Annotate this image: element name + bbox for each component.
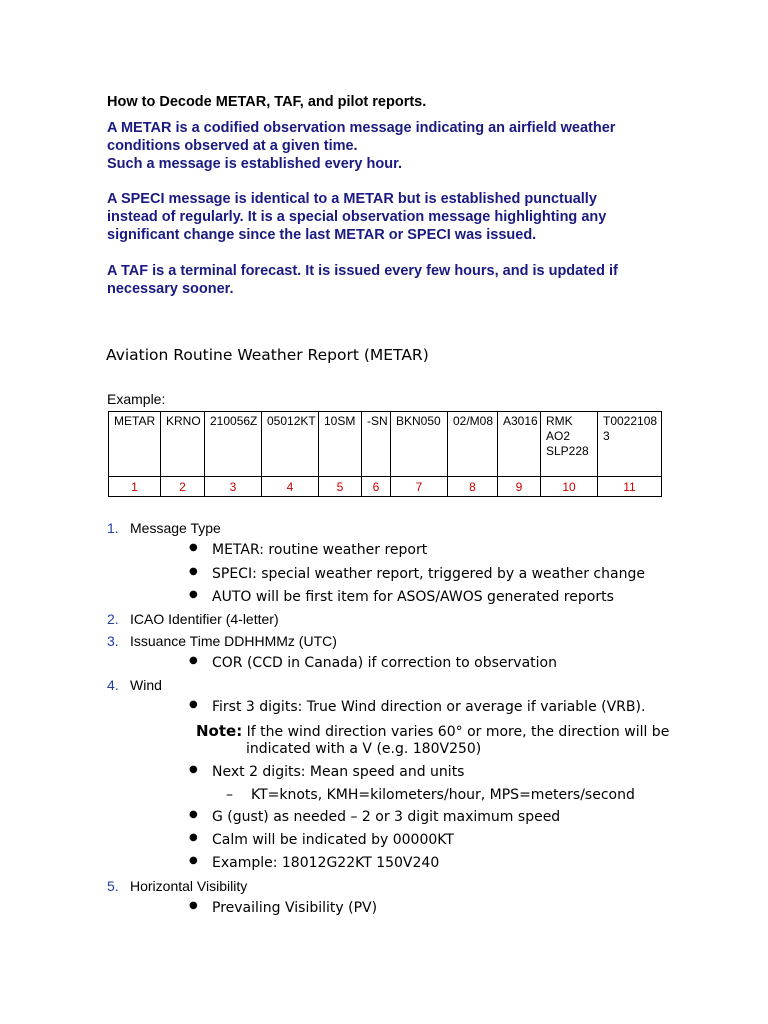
intro-line: necessary sooner.	[107, 281, 234, 297]
table-cell-code: KRNO	[161, 412, 205, 477]
bullet-dot: ●	[189, 589, 198, 600]
list-label: Horizontal Visibility	[130, 878, 248, 894]
list-number: 2.	[107, 611, 119, 627]
table-cell-code: -SN	[362, 412, 391, 477]
list-number: 3.	[107, 633, 119, 649]
intro-line: conditions observed at a given time.	[107, 138, 358, 154]
list-label: Message Type	[130, 520, 221, 536]
dash-marker: –	[226, 787, 233, 803]
bullet-item: ● SPECI: special weather report, triggered by a weather change	[189, 566, 645, 582]
bullet-dot: ●	[189, 764, 198, 775]
bullet-item: ● Example: 18012G22KT 150V240	[189, 855, 440, 871]
note-text: If the wind direction varies 60° or more, the direction will be	[246, 724, 670, 740]
wind-note	[196, 722, 669, 740]
table-cell-number: 6	[362, 477, 391, 497]
intro-line: Such a message is established every hour.	[107, 156, 402, 172]
metar-example-table	[108, 411, 662, 497]
note-label: Note:	[196, 722, 243, 740]
table-cell-number: 2	[161, 477, 205, 497]
intro-line: A METAR is a codified observation message indicating an airfield weather	[107, 120, 616, 136]
table-cell-number: 9	[498, 477, 541, 497]
list-item-horizontal-visibility	[107, 878, 247, 894]
bullet-dot: ●	[189, 655, 198, 666]
list-item-wind	[107, 677, 162, 693]
bullet-dot: ●	[189, 855, 198, 866]
table-cell-code: BKN050	[391, 412, 448, 477]
bullet-dot: ●	[189, 699, 198, 710]
bullet-item: ● Next 2 digits: Mean speed and units	[189, 764, 465, 780]
table-cell-number: 4	[262, 477, 319, 497]
list-number: 5.	[107, 878, 119, 894]
list-label: Issuance Time DDHHMMz (UTC)	[130, 633, 337, 649]
table-cell-number: 11	[598, 477, 662, 497]
bullet-dot: ●	[189, 900, 198, 911]
list-item-icao-identifier	[107, 611, 279, 627]
wind-note-continued: indicated with a V (e.g. 180V250)	[246, 741, 482, 757]
table-cell-number: 3	[205, 477, 262, 497]
document-title: How to Decode METAR, TAF, and pilot reports.	[107, 94, 427, 110]
intro-line: A TAF is a terminal forecast. It is issued every few hours, and is updated if	[107, 263, 618, 279]
bullet-dot: ●	[189, 542, 198, 553]
bullet-dot: ●	[189, 566, 198, 577]
table-cell-code: METAR	[109, 412, 161, 477]
dash-item: – KT=knots, KMH=kilometers/hour, MPS=meters/second	[226, 787, 635, 803]
list-label: ICAO Identifier (4-letter)	[130, 611, 279, 627]
table-cell-number: 10	[541, 477, 598, 497]
bullet-item: ● METAR: routine weather report	[189, 542, 428, 558]
list-item-issuance-time	[107, 633, 337, 649]
table-cell-number: 7	[391, 477, 448, 497]
intro-line: instead of regularly. It is a special observation message highlighting any	[107, 209, 607, 225]
table-cell-number: 1	[109, 477, 161, 497]
table-cell-number: 5	[319, 477, 362, 497]
section-heading: Aviation Routine Weather Report (METAR)	[106, 346, 429, 364]
list-number: 4.	[107, 677, 119, 693]
bullet-item: ● Prevailing Visibility (PV)	[189, 900, 378, 916]
bullet-item: ● COR (CCD in Canada) if correction to observation	[189, 655, 557, 671]
table-row-codes	[109, 412, 662, 477]
bullet-item: ● G (gust) as needed – 2 or 3 digit maximum speed	[189, 809, 561, 825]
example-label: Example:	[107, 391, 166, 407]
table-cell-number: 8	[448, 477, 498, 497]
bullet-dot: ●	[189, 832, 198, 843]
list-number: 1.	[107, 520, 119, 536]
table-cell-code: 05012KT	[262, 412, 319, 477]
intro-line: A SPECI message is identical to a METAR but is established punctually	[107, 191, 597, 207]
table-cell-code: T00221083	[598, 412, 662, 477]
bullet-item: ● AUTO will be first item for ASOS/AWOS generated reports	[189, 589, 614, 605]
list-item-message-type	[107, 520, 221, 536]
table-cell-code: RMK AO2 SLP228	[541, 412, 598, 477]
bullet-item: ● Calm will be indicated by 00000KT	[189, 832, 454, 848]
list-label: Wind	[130, 677, 162, 693]
table-cell-code: 10SM	[319, 412, 362, 477]
bullet-item: ● First 3 digits: True Wind direction or average if variable (VRB).	[189, 699, 646, 715]
table-cell-code: 210056Z	[205, 412, 262, 477]
table-cell-code: 02/M08	[448, 412, 498, 477]
bullet-dot: ●	[189, 809, 198, 820]
table-row-numbers	[109, 477, 662, 497]
table-cell-code: A3016	[498, 412, 541, 477]
intro-line: significant change since the last METAR or SPECI was issued.	[107, 227, 537, 243]
